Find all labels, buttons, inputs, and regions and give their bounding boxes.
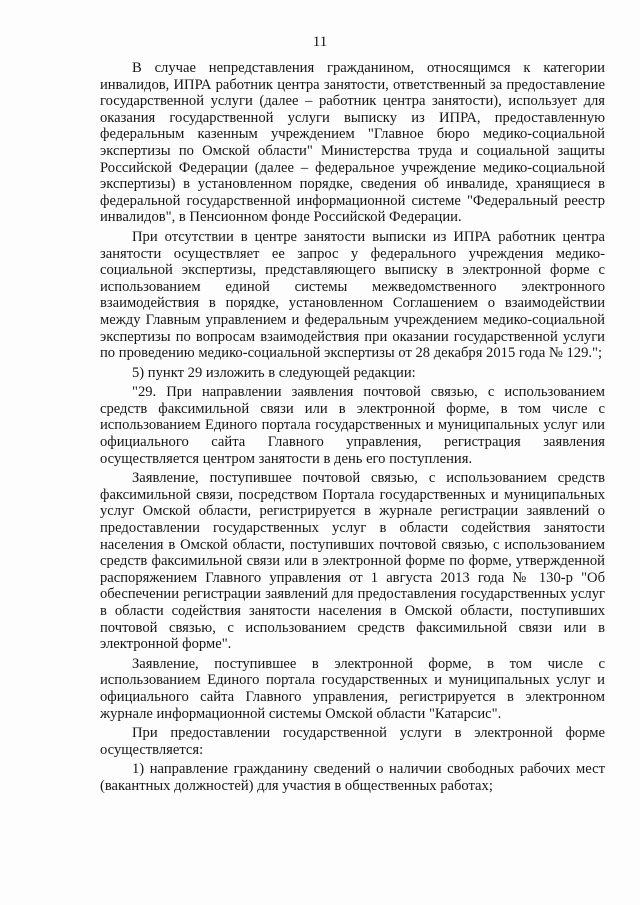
paragraph-item-5: 5) пункт 29 изложить в следующей редакции:	[132, 364, 416, 381]
paragraph-electronic-registration: Заявление, поступившее в электронной форме, в том числе с использованием Единого портала государственных и муниципальных услуг и официального сайта Главного управления, регистрируется в электронном журнале информационной системы Омской области "Катарсис".	[100, 655, 605, 722]
page-number: 11	[312, 34, 328, 50]
document-body	[100, 60, 605, 798]
paragraph-registration-journal: Заявление, поступившее почтовой связью, с использованием средств факсимильной связи, посредством Портала государственных и муниципальных услуг Омской области, регистрируется в журнале регистрации заявлений о предоставлении государственных услуг в области содействия занятости населения в Омской области, поступивших почтовой связью, с использованием средств факсимильной связи или в электронной форме по форме, утвержденной распоряжением Главного управления от 1 августа 2013 года № 130-р "Об обеспечении регистрации заявлений для предоставления государственных услуг в области содействия занятости населения в Омской области, поступивших почтовой связью, с использованием средств факсимильной связи или в электронной форме".	[100, 470, 605, 653]
paragraph-electronic-service: При предоставлении государственной услуги в электронной форме осуществляется:	[100, 725, 605, 758]
paragraph-ipra-absence: В случае непредставления гражданином, относящимся к категории инвалидов, ИПРА работник центра занятости, ответственный за предоставление государственной услуги (далее – работник центра занятости), использует для оказания государственной услуги выписку из ИПРА, предоставленную федеральным казенным учреждением "Главное бюро медико-социальной экспертизы по Омской области" Министерства труда и социальной защиты Российской Федерации (далее – федеральное учреждение медико-социальной экспертизы) в установленном порядке, сведения об инвалиде, хранящиеся в федеральной государственной информационной системе "Федеральный реестр инвалидов", в Пенсионном фонде Российской Федерации.	[100, 60, 605, 226]
paragraph-clause-29: "29. При направлении заявления почтовой связью, с использованием средств факсимильной связи или в электронной форме, в том числе с использованием Единого портала государственных и муниципальных услуг или официального сайта Главного управления, регистрация заявления осуществляется центром занятости в день его поступления.	[100, 384, 605, 467]
paragraph-list-item-1: 1) направление гражданину сведений о наличии свободных рабочих мест (вакантных должностей) для участия в общественных работах;	[100, 761, 605, 794]
paragraph-ipra-request: При отсутствии в центре занятости выписки из ИПРА работник центра занятости осуществляет ее запрос у федерального учреждения медико-социальной экспертизы, представляющего выписку в электронной форме с использованием единой системы межведомственного электронного взаимодействия в порядке, установленном Соглашением о взаимодействии между Главным управлением и федеральным учреждением медико-социальной экспертизы по вопросам взаимодействия при оказании государственной услуги по проведению медико-социальной экспертизы от 28 декабря 2015 года № 129.";	[100, 228, 605, 362]
